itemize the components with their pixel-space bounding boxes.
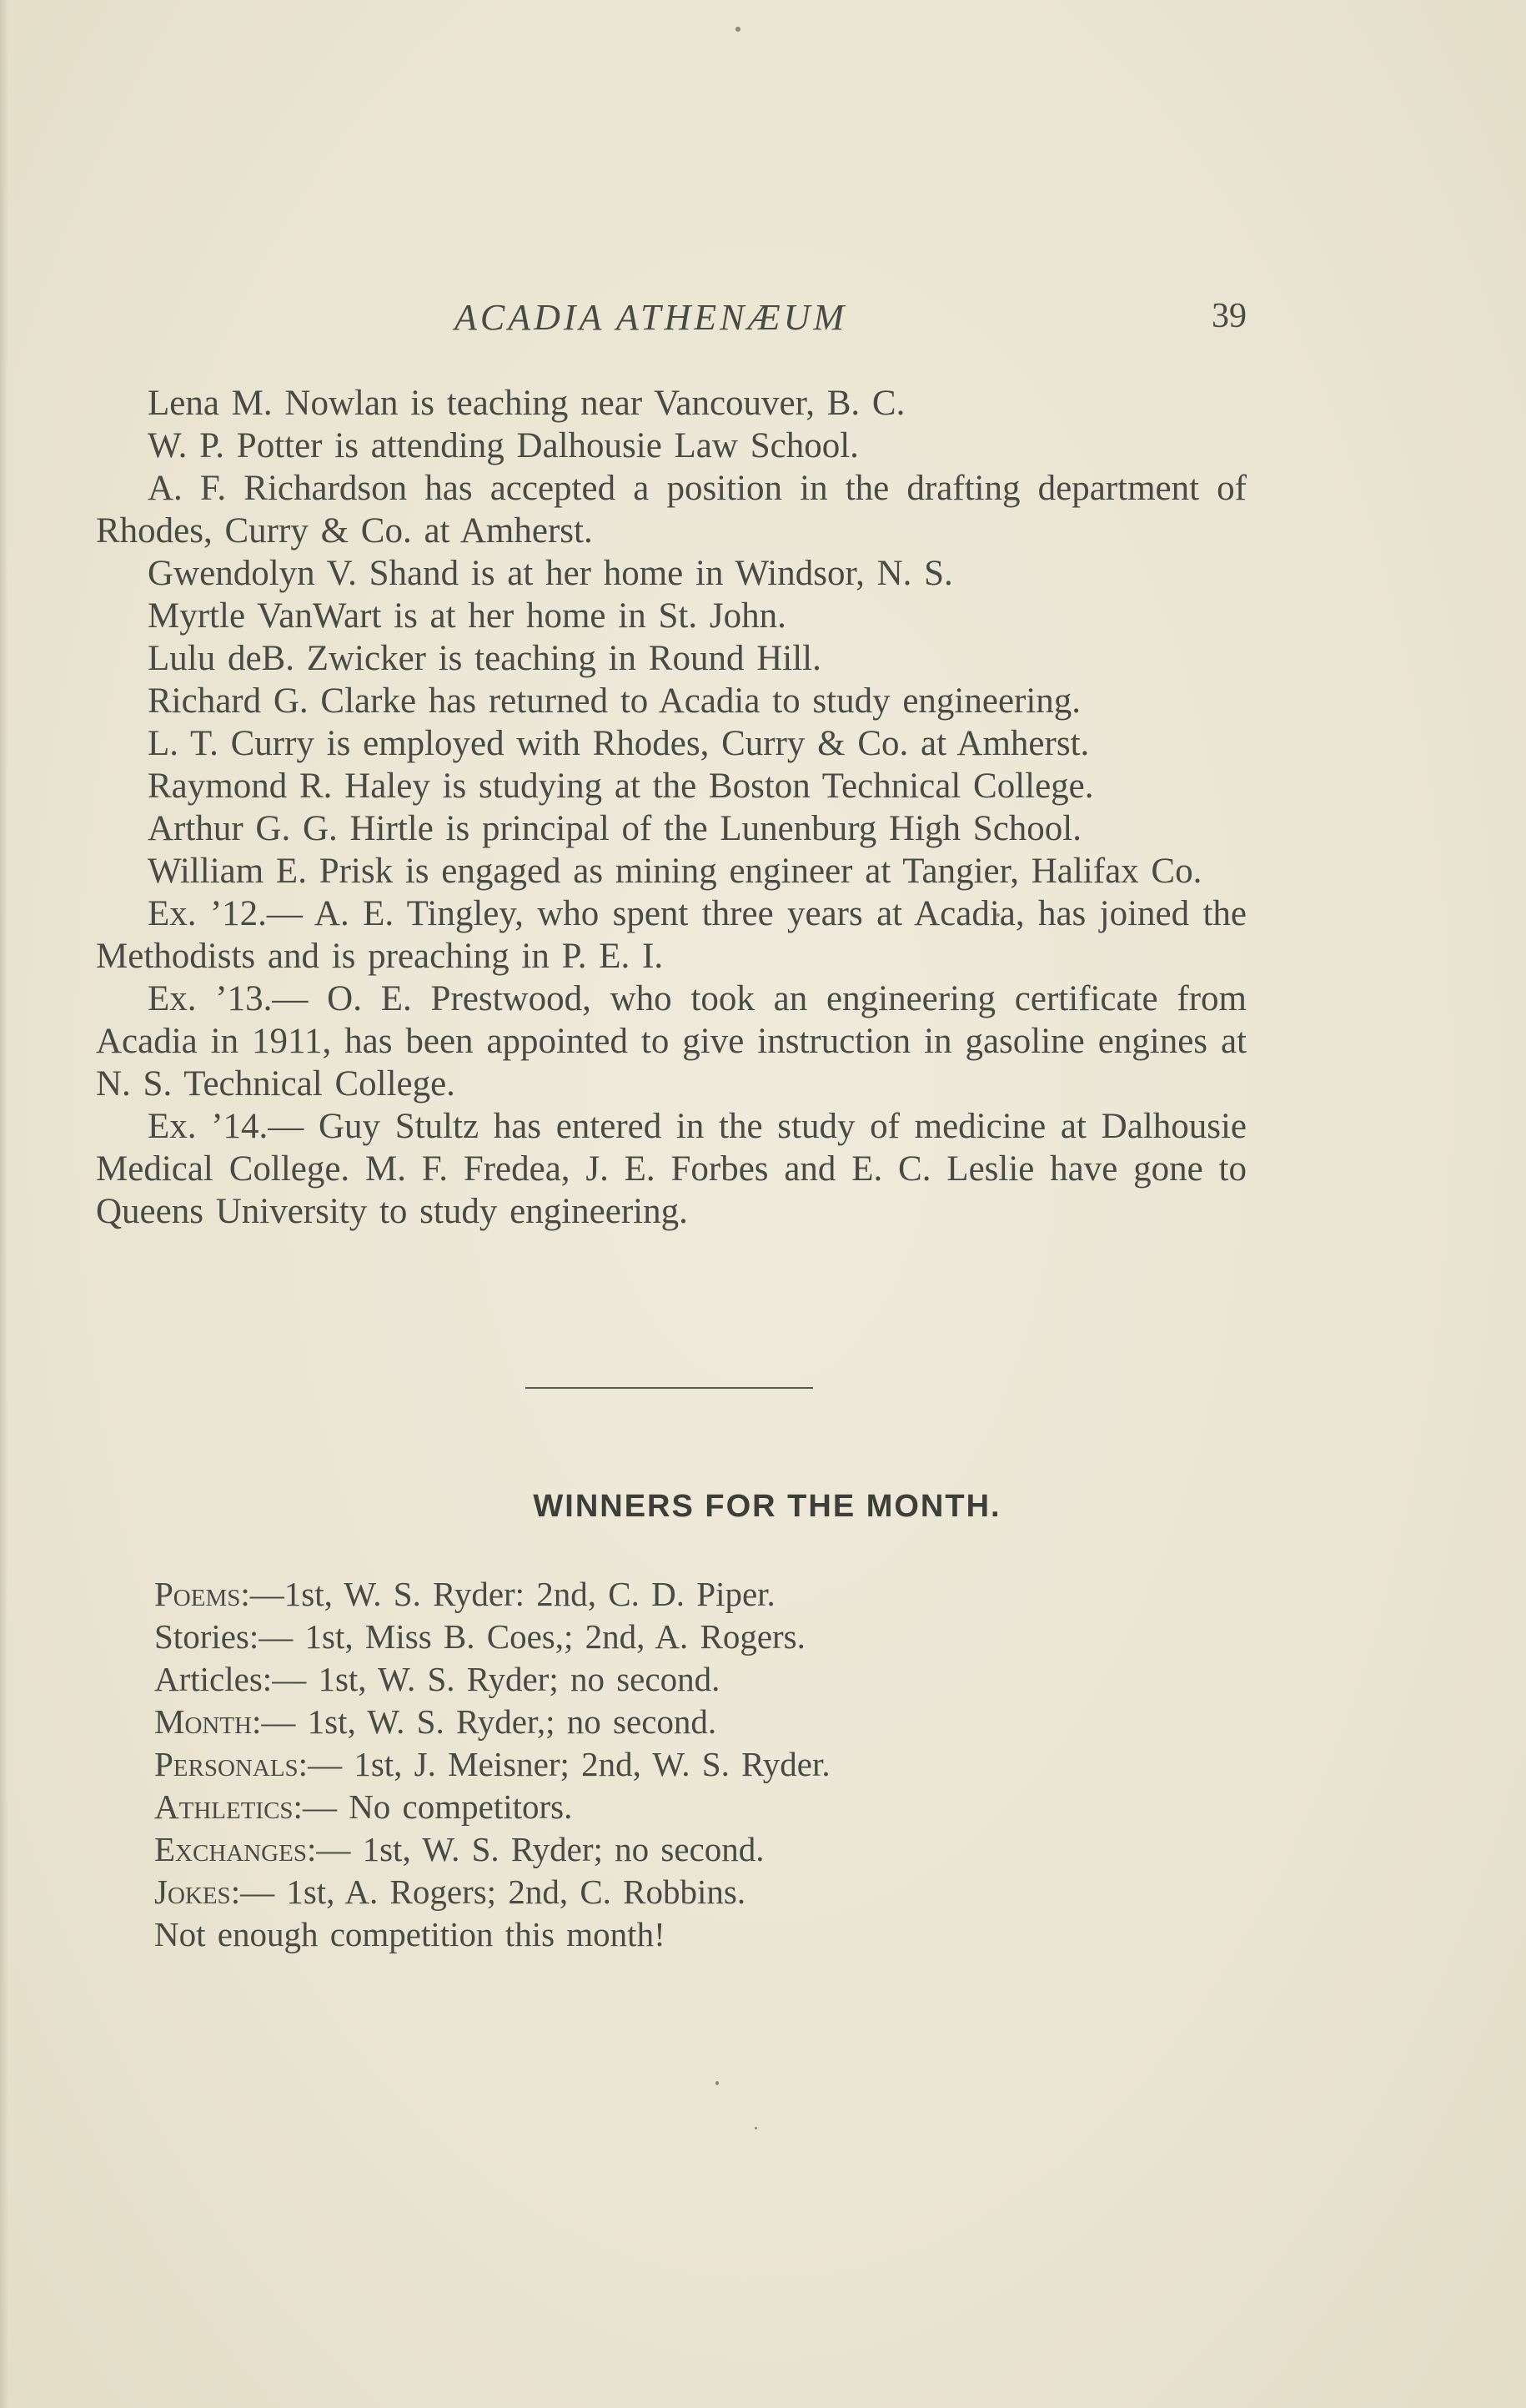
note-paragraph: Lena M. Nowlan is teaching near Vancouver, B. C. xyxy=(148,384,906,423)
winner-category: Personals xyxy=(154,1745,299,1783)
winner-text: :— No competitors. xyxy=(293,1787,573,1826)
running-title: ACADIA ATHENÆUM xyxy=(454,297,848,338)
winner-text: :— 1st, A. Rogers; 2nd, C. Robbins. xyxy=(230,1873,746,1911)
winner-category: Jokes xyxy=(154,1873,231,1911)
winner-category: Poems xyxy=(154,1575,241,1613)
winner-line xyxy=(154,1828,1238,1871)
winner-category: Articles xyxy=(154,1660,263,1698)
winner-line xyxy=(154,1573,1238,1616)
note-paragraph: A. F. Richardson has accepted a position in the drafting department of Rhodes, Curry & Co. at Amherst. xyxy=(96,469,1247,550)
winner-category: Athletics xyxy=(154,1787,294,1826)
winners-closing: Not enough competition this month! xyxy=(154,1915,665,1953)
winner-text: :— 1st, W. S. Ryder; no second. xyxy=(306,1830,765,1868)
winner-category: Exchanges xyxy=(154,1830,307,1868)
note-paragraph: Richard G. Clarke has returned to Acadia to study engineering. xyxy=(148,681,1082,721)
note-paragraph: Lulu deB. Zwicker is teaching in Round Hill. xyxy=(148,639,821,678)
paper-speck xyxy=(715,2081,719,2085)
winner-category: Stories xyxy=(154,1617,249,1656)
page-edge-shadow xyxy=(0,0,8,2408)
winner-line xyxy=(154,1786,1238,1828)
winner-text: :— 1st, J. Meisner; 2nd, W. S. Ryder. xyxy=(298,1745,831,1783)
note-paragraph: Myrtle VanWart is at her home in St. John. xyxy=(148,596,786,636)
winner-line xyxy=(154,1616,1238,1658)
note-paragraph: W. P. Potter is attending Dalhousie Law School. xyxy=(148,426,859,465)
note-paragraph: Gwendolyn V. Shand is at her home in Windsor, N. S. xyxy=(148,554,953,593)
winner-text: :— 1st, W. S. Ryder; no second. xyxy=(262,1660,720,1698)
page-number: 39 xyxy=(1212,297,1247,335)
note-paragraph: Raymond R. Haley is studying at the Boston Technical College. xyxy=(148,767,1094,806)
section-divider xyxy=(525,1387,813,1389)
winner-line xyxy=(154,1658,1238,1701)
winner-line xyxy=(154,1701,1238,1743)
note-paragraph: Ex. ’13.— O. E. Prestwood, who took an engineering certificate from Acadia in 1911, has been appointed to give instruction in gasoline engines at N. S. Technical College. xyxy=(96,979,1247,1103)
page-header xyxy=(96,296,1247,346)
paper-speck xyxy=(735,27,740,32)
winners-list xyxy=(154,1573,1238,1956)
alumni-notes xyxy=(96,382,1247,1233)
winner-line xyxy=(154,1871,1238,1913)
note-paragraph: L. T. Curry is employed with Rhodes, Curry & Co. at Amherst. xyxy=(148,724,1090,763)
note-paragraph: Arthur G. G. Hirtle is principal of the Lunenburg High School. xyxy=(148,809,1082,848)
winner-text: :— 1st, Miss B. Coes,; 2nd, A. Rogers. xyxy=(248,1617,806,1656)
note-paragraph: William E. Prisk is engaged as mining engineer at Tangier, Halifax Co. xyxy=(148,852,1202,891)
note-paragraph: Ex. ’12.— A. E. Tingley, who spent three years at Acadia, has joined the Methodists and is preaching in P. E. I. xyxy=(96,894,1247,976)
paper-speck xyxy=(755,2127,757,2129)
winner-text: :— 1st, W. S. Ryder,; no second. xyxy=(252,1702,717,1741)
winner-line xyxy=(154,1743,1238,1786)
winner-text: :—1st, W. S. Ryder: 2nd, C. D. Piper. xyxy=(240,1575,776,1613)
winners-title: WINNERS FOR THE MONTH. xyxy=(533,1489,1001,1524)
note-paragraph: Ex. ’14.— Guy Stultz has entered in the study of medicine at Dalhousie Medical College. M. F. Fredea, J. E. Forbes and E. C. Leslie have gone to Queens University to study engineering. xyxy=(96,1107,1247,1231)
winner-category: Month xyxy=(154,1702,252,1741)
